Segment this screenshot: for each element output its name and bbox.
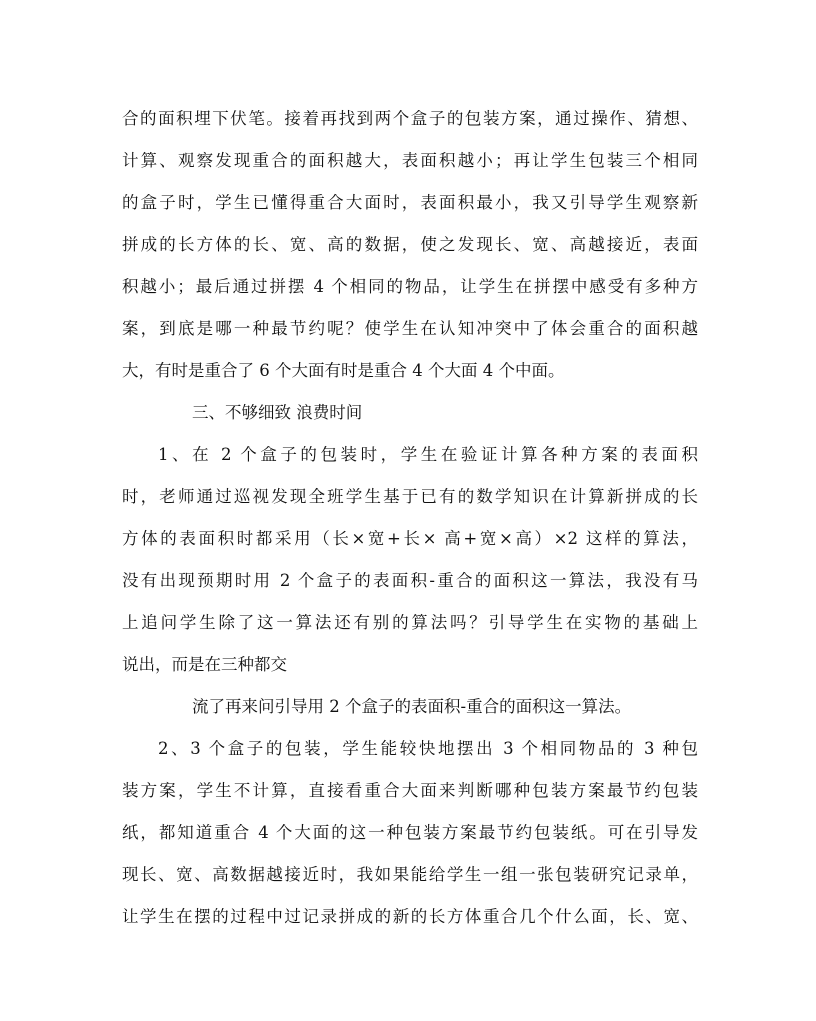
line-text: 案，到底是哪一种最节约呢？使学生在认知冲突中了体会重合的面积越 [122, 319, 698, 338]
line-text: 大，有时是重合了 6 个大面有时是重合 4 个大面 4 个中面。 [122, 361, 565, 380]
text-line [0, 224, 816, 266]
text-line [0, 434, 816, 476]
line-text: 现长、宽、高数据越接近时，我如果能给学生一组一张包装研究记录单， [122, 865, 698, 884]
line-text: 1、在 2 个盒子的包装时，学生在验证计算各种方案的表面积 [158, 445, 698, 464]
text-line [0, 812, 816, 854]
heading-text: 三、不够细致 浪费时间 [192, 403, 363, 422]
text-line [0, 266, 816, 308]
line-text: 装方案，学生不计算，直接看重合大面来判断哪种包装方案最节约包装 [122, 781, 698, 800]
line-text: 计算、观察发现重合的面积越大，表面积越小；再让学生包装三个相同 [122, 151, 698, 170]
text-line [0, 644, 816, 686]
line-text: 积越小；最后通过拼摆 4 个相同的物品，让学生在拼摆中感受有多种方 [122, 277, 698, 296]
text-line [0, 140, 816, 182]
line-text: 的盒子时，学生已懂得重合大面时，表面积最小，我又引导学生观察新 [122, 193, 698, 212]
line-text: 方体的表面积时都采用（长×宽+长× 高+宽×高）×2 这样的算法， [122, 529, 698, 548]
line-text: 没有出现预期时用 2 个盒子的表面积-重合的面积这一算法，我没有马 [122, 571, 698, 590]
line-text: 上追问学生除了这一算法还有别的算法吗？引导学生在实物的基础上 [122, 613, 698, 632]
paragraph-3 [0, 686, 816, 728]
text-line [0, 98, 816, 140]
text-line [0, 350, 816, 392]
section-heading [0, 392, 816, 434]
text-line [0, 308, 816, 350]
text-line [0, 896, 816, 938]
line-text: 说出，而是在三种都交 [122, 655, 287, 674]
text-line [0, 770, 816, 812]
line-text: 流了再来问引导用 2 个盒子的表面积-重合的面积这一算法。 [192, 697, 632, 716]
line-text: 时，老师通过巡视发现全班学生基于已有的数学知识在计算新拼成的长 [122, 487, 698, 506]
line-text: 纸，都知道重合 4 个大面的这一种包装方案最节约包装纸。可在引导发 [122, 823, 698, 842]
line-text: 让学生在摆的过程中过记录拼成的新的长方体重合几个什么面，长、宽、 [122, 907, 698, 926]
text-line [0, 182, 816, 224]
line-text: 合的面积埋下伏笔。接着再找到两个盒子的包装方案，通过操作、猜想、 [122, 109, 698, 128]
text-line [0, 476, 816, 518]
text-line [0, 602, 816, 644]
text-line [0, 854, 816, 896]
line-text: 拼成的长方体的长、宽、高的数据，使之发现长、宽、高越接近，表面 [122, 235, 698, 254]
text-line [0, 518, 816, 560]
text-line [0, 560, 816, 602]
text-line [0, 728, 816, 770]
line-text: 2、3 个盒子的包装，学生能较快地摆出 3 个相同物品的 3 种包 [158, 739, 698, 758]
